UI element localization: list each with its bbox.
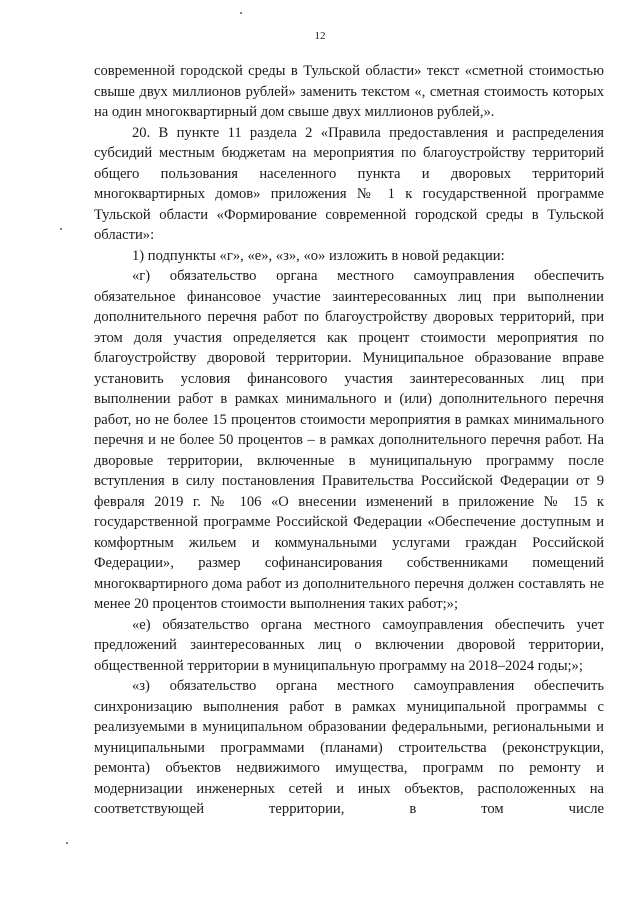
scan-speck: [240, 12, 242, 14]
scan-speck: [66, 842, 68, 844]
scan-speck: [60, 228, 62, 230]
paragraph-subpoint-e: «е) обязательство органа местного самоуправления обеспечить учет предложений заинтересованных лиц о включении дворовой территории, общественной территории в муниципальную программу на 2018–2024 годы;»;: [94, 616, 604, 674]
paragraph-continuation: современной городской среды в Тульской области» текст «сметной стоимостью свыше двух миллионов рублей» заменить текстом «, сметная стоимость которых на один многоквартирный дом свыше двух миллионов рублей,».: [94, 63, 604, 120]
paragraph-item-20: 20. В пункте 11 раздела 2 «Правила предоставления и распределения субсидий местным бюджетам на мероприятия по благоустройству территорий общего пользования населенного пункта и дворовых территорий многоквартирных домов» приложения № 1 к государственной программе Тульской области «Формирование современной городской среды в Тульской области»:: [94, 124, 604, 243]
document-body: [94, 61, 604, 820]
paragraph-subpoint-z: «з) обязательство органа местного самоуправления обеспечить синхронизацию выполнения работ в рамках муниципальной программы с реализуемыми в муниципальном образовании федеральными, региональными и муниципальными программами (планами) строительства (реконструкции, ремонта) объектов недвижимого имущества, программ по ремонту и модернизации инженерных сетей и иных объектов, расположенных на соответствующей территории, в том числе: [94, 678, 604, 817]
paragraph-subitem-1: 1) подпункты «г», «е», «з», «о» изложить в новой редакции:: [132, 247, 505, 264]
paragraph-subpoint-g: «г) обязательство органа местного самоуправления обеспечить обязательное финансовое участие заинтересованных лиц при выполнении дополнительного перечня работ по благоустройству дворовых территорий, при этом доля участия определяется как процент стоимости мероприятия по благоустройству дворовой территории. Муниципальное образование вправе установить условия финансового участия заинтересованных лиц при выполнении работ в рамках минимального и (или) дополнительного перечня работ, но не более 15 процентов стоимости мероприятия в рамках минимального перечня и не более 50 процентов – в рамках дополнительного перечня работ. На дворовые территории, включенные в муниципальную программу после вступления в силу постановления Правительства Российской Федерации от 9 февраля 2019 г. № 106 «О внесении изменений в приложение № 15 к государственной программе Российской Федерации «Обеспечение доступным и комфортным жильем и коммунальными услугами граждан Российской Федерации», размер софинансирования собственниками помещений многоквартирного дома работ из дополнительного перечня должен составлять не менее 20 процентов стоимости выполнения таких работ;»;: [94, 268, 604, 612]
page-number: 12: [314, 30, 326, 42]
